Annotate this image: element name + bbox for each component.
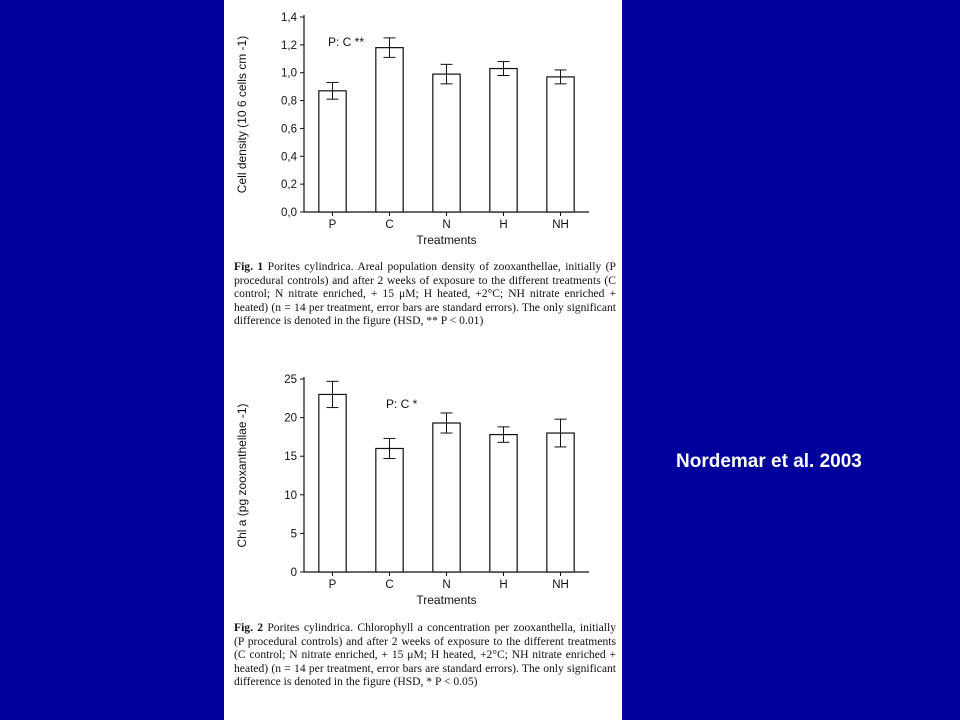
fig2-bar [490,435,517,572]
fig1-significance-annotation: P: C ** [328,35,365,49]
figure-panel [224,0,622,720]
fig2-x-axis-label: Treatments [416,593,477,607]
fig2-y-tick-label: 5 [290,528,297,541]
fig2-x-tick-label: N [442,579,451,591]
fig1-y-tick-label: 0,4 [281,151,297,164]
fig1-y-tick-label: 0,8 [281,95,297,108]
fig1-x-tick-label: H [499,219,508,231]
fig2-y-tick-label: 25 [284,374,297,386]
fig2-bar [376,448,403,572]
fig1-bar [376,48,403,212]
caption-fig2-label: Fig. 2 [234,621,264,634]
fig1-bar [490,69,517,212]
caption-fig2 [234,621,616,689]
fig2-x-tick-label: NH [552,579,569,591]
fig1-y-tick-label: 1,0 [281,67,297,80]
fig1-x-tick-label: C [385,219,394,231]
fig1-y-axis-label: Cell density (10 6 cells cm -1) [235,35,249,194]
fig2-y-tick-label: 20 [284,412,297,425]
fig2-bar [547,433,574,572]
fig2-y-tick-label: 0 [290,567,297,579]
caption-fig1-text: Porites cylindrica. Areal population density of zooxanthellae, initially (P procedural controls) and after 2 weeks of exposure to the different treatments (C control; N nitrate enriched, + 15 μM; H heated, +2°C; NH nitrate enriched + heated) (n = 14 per treatment, error bars are standard errors). The only significant difference is denoted in the figure (HSD, ** P < 0.01) [234,260,616,328]
fig2-x-tick-label: H [499,579,508,591]
fig1-y-tick-label: 1,2 [281,39,297,52]
chart-fig2 [224,362,622,617]
fig2-bar [319,394,346,572]
fig2-x-tick-label: P [328,579,337,591]
fig1-x-axis-label: Treatments [416,233,477,247]
fig2-significance-annotation: P: C * [386,397,418,411]
caption-fig2-text: Porites cylindrica. Chlorophyll a concentration per zooxanthella, initially (P procedural controls) and after 2 weeks of exposure to the different treatments (C control; N nitrate enriched, + 15 μM; H heated, +2°C; NH nitrate enriched + heated) (n = 14 per treatment, error bars are standard errors). The only significant difference is denoted in the figure (HSD, * P < 0.05) [234,621,616,689]
fig1-y-tick-label: 0,0 [281,207,297,219]
fig2-y-tick-label: 15 [284,451,297,464]
fig2-y-axis-label: Chl a (pg zooxanthellae -1) [235,403,249,548]
fig1-y-tick-label: 0,6 [281,123,297,136]
caption-fig1-label: Fig. 1 [234,260,264,273]
fig1-y-tick-label: 0,2 [281,179,297,192]
fig2-y-tick-label: 10 [284,489,297,502]
fig1-x-tick-label: P [328,219,337,231]
citation-text: Nordemar et al. 2003 [676,451,862,472]
fig1-y-tick-label: 1,4 [281,12,297,24]
fig1-x-tick-label: N [442,219,451,231]
fig2-bar [433,423,460,572]
fig1-bar [547,77,574,212]
fig1-bar [433,74,460,212]
fig1-bar [319,91,346,212]
chart-fig1 [224,0,622,255]
fig1-x-tick-label: NH [552,219,569,231]
fig2-x-tick-label: C [385,579,394,591]
caption-fig1 [234,260,616,328]
